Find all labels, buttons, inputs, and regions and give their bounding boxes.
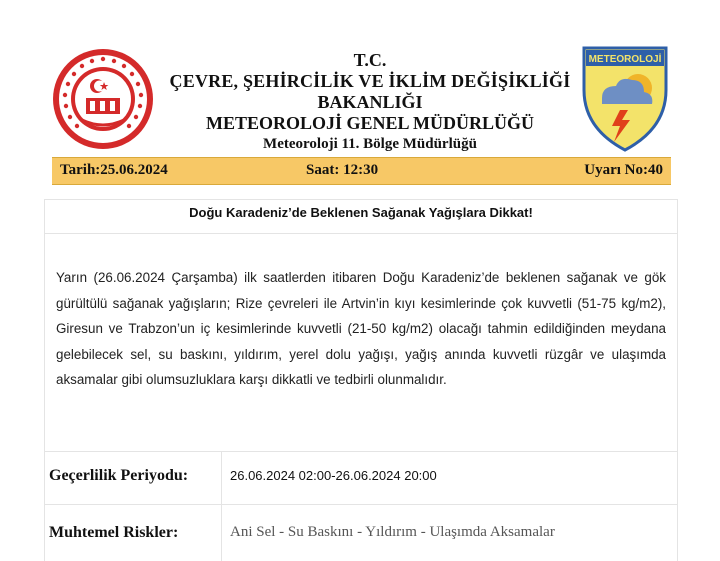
header-line-tc: T.C. — [353, 50, 387, 70]
ministry-title-block — [160, 50, 580, 154]
header-line-ministry: ÇEVRE, ŞEHİRCİLİK VE İKLİM DEĞİŞİKLİĞİ — [169, 71, 571, 91]
risks-label: Muhtemel Riskler: — [49, 524, 179, 541]
table-divider — [45, 199, 677, 200]
warning-number: Uyarı No:40 — [584, 162, 663, 178]
warning-title: Doğu Karadeniz’de Beklenen Sağanak Yağışlara Dikkat! — [189, 205, 533, 220]
met-logo-text: METEOROLOJİ — [588, 54, 662, 65]
validity-label: Geçerlilik Periyodu: — [49, 467, 189, 484]
warning-body: Yarın (26.06.2024 Çarşamba) ilk saatlerden itibaren Doğu Karadeniz’de beklenen sağanak ve gök gürültülü sağanak yağışların; Rize çevreleri ile Artvin’in kıyı kesimlerinde çok kuvvetli (51-75 kg/m2), Giresun ve Trabzon’un iç kesimlerinde kuvvetli (21-50 kg/m2) olacağı tahmin edildiğinden meydana gelebilecek sel, su baskını, yıldırım, yerel dolu yağışı, yağış anında kuvvetli rüzgâr ve ulaşımda aksamalar gibi olumsuzluklara karşı dikkatli ve tedbirli olunmalıdır. — [56, 270, 666, 387]
table-divider — [45, 504, 677, 505]
warning-time: Saat: 12:30 — [306, 162, 379, 178]
letterhead — [0, 0, 720, 158]
header-line-region: Meteoroloji 11. Bölge Müdürlüğü — [263, 136, 477, 152]
warning-table — [44, 199, 678, 561]
table-divider — [45, 233, 677, 234]
table-divider — [45, 451, 677, 452]
header-line-bakanlik: BAKANLIĞI — [317, 92, 423, 112]
risks-value: Ani Sel - Su Baskını - Yıldırım - Ulaşımda Aksamalar — [230, 524, 555, 540]
column-divider — [221, 451, 222, 561]
meteorology-logo-icon — [580, 44, 670, 152]
validity-value: 26.06.2024 02:00-26.06.2024 20:00 — [230, 468, 437, 483]
ministry-seal-icon — [52, 48, 154, 150]
info-bar — [52, 157, 671, 185]
warning-date: Tarih:25.06.2024 — [60, 162, 168, 178]
header-line-directorate: METEOROLOJİ GENEL MÜDÜRLÜĞÜ — [205, 113, 535, 133]
